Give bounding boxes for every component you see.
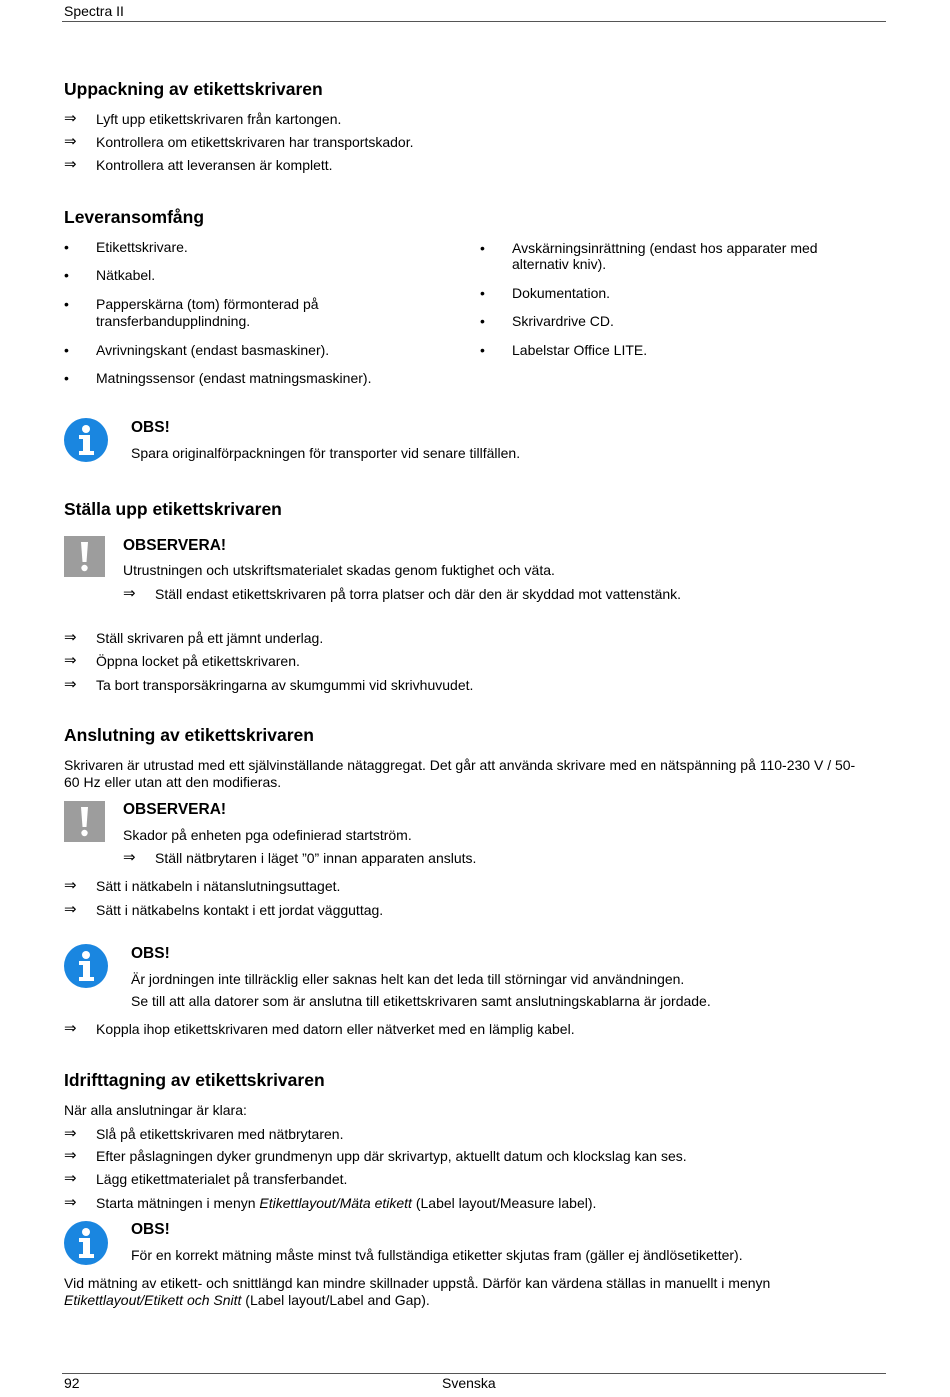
delivery-item-printer: Etikettskrivare.: [96, 239, 188, 255]
delivery-item-cable: Nätkabel.: [96, 267, 156, 283]
setup-step-1: Ställ skrivaren på ett jämnt underlag.: [96, 630, 324, 646]
note-text-line2: Se till att alla datorer som är anslutna till etikettskrivaren samt anslutningskablarna är jordade.: [131, 993, 711, 1009]
heading-setup: Ställa upp etikettskrivaren: [64, 499, 282, 519]
arrow-icon: ⇒: [64, 1170, 77, 1187]
arrow-icon: ⇒: [64, 156, 77, 173]
heading-unpacking: Uppackning av etikettskrivaren: [64, 79, 323, 99]
page-number: 92: [64, 1375, 80, 1391]
commissioning-step-1: Slå på etikettskrivaren med nätbrytaren.: [96, 1126, 344, 1142]
info-icon: [64, 944, 108, 988]
delivery-item-core-line1: Papperskärna (tom) förmonterad på: [96, 296, 319, 312]
unpack-step-1: Lyft upp etikettskrivaren från kartongen.: [96, 111, 342, 127]
note-title: OBS!: [131, 419, 170, 436]
step-4-text-post: (Label layout/Measure label).: [411, 1195, 597, 1211]
heading-commissioning: Idrifttagning av etikettskrivaren: [64, 1070, 325, 1090]
warning-action: Ställ endast etikettskrivaren på torra platser och där den är skyddad mot vattenstänk.: [155, 586, 682, 602]
commissioning-step-4: [96, 1195, 596, 1212]
arrow-icon: ⇒: [64, 1125, 77, 1142]
connection-step-2: Sätt i nätkabelns kontakt i ett jordat vägguttag.: [96, 902, 384, 918]
delivery-item-cutter-line1: Avskärningsinrättning (endast hos apparater med: [512, 240, 818, 256]
arrow-icon: ⇒: [64, 133, 77, 150]
warning-title: OBSERVERA!: [123, 801, 227, 818]
arrow-icon: ⇒: [64, 676, 77, 693]
unpack-step-2: Kontrollera om etikettskrivaren har transportskador.: [96, 134, 414, 150]
footer-divider: [62, 1373, 886, 1374]
bullet-icon: •: [480, 313, 485, 329]
commissioning-intro: När alla anslutningar är klara:: [64, 1102, 247, 1118]
bullet-icon: •: [64, 239, 69, 255]
warning-action: Ställ nätbrytaren i läget ”0” innan apparaten ansluts.: [155, 850, 477, 866]
setup-step-3: Ta bort transporsäkringarna av skumgummi vid skrivhuvudet.: [96, 677, 474, 693]
delivery-item-sensor: Matningssensor (endast matningsmaskiner).: [96, 370, 372, 386]
step-4-text-pre: Starta mätningen i menyn: [96, 1195, 260, 1211]
connection-step-final: Koppla ihop etikettskrivaren med datorn eller nätverket med en lämplig kabel.: [96, 1021, 575, 1037]
note-title: OBS!: [131, 1221, 170, 1238]
connection-step-1: Sätt i nätkabeln i nätanslutningsuttaget.: [96, 878, 341, 894]
arrow-icon: ⇒: [64, 901, 77, 918]
header-divider: [62, 21, 886, 22]
arrow-icon: ⇒: [123, 849, 136, 866]
arrow-icon: ⇒: [123, 585, 136, 602]
bullet-icon: •: [480, 240, 485, 256]
footer-language: Svenska: [442, 1375, 496, 1391]
arrow-icon: ⇒: [64, 877, 77, 894]
bullet-icon: •: [480, 342, 485, 358]
bullet-icon: •: [64, 267, 69, 283]
delivery-item-cutter-line2: alternativ kniv).: [512, 256, 607, 272]
closing-paragraph-line1: Vid mätning av etikett- och snittlängd kan mindre skillnader uppstå. Därför kan värdena ställas in manuellt i menyn: [64, 1275, 771, 1291]
warning-icon: [64, 801, 105, 842]
info-icon: [64, 1221, 108, 1265]
closing-text-post: (Label layout/Label and Gap).: [241, 1292, 430, 1308]
note-text: För en korrekt mätning måste minst två fullständiga etiketter skjutas fram (gäller ej ändlösetiketter).: [131, 1247, 743, 1263]
menu-path-measure-label: Etikettlayout/Mäta etikett: [259, 1195, 412, 1211]
heading-connection: Anslutning av etikettskrivaren: [64, 725, 314, 745]
info-icon: [64, 418, 108, 462]
note-text: Spara originalförpackningen för transporter vid senare tillfällen.: [131, 445, 521, 461]
bullet-icon: •: [64, 370, 69, 386]
closing-paragraph-line2: [64, 1292, 430, 1309]
running-header-title: Spectra II: [64, 3, 124, 19]
delivery-item-documentation: Dokumentation.: [512, 285, 611, 301]
arrow-icon: ⇒: [64, 1020, 77, 1037]
note-text-line1: Är jordningen inte tillräcklig eller saknas helt kan det leda till störningar vid användningen.: [131, 971, 685, 987]
warning-text: Utrustningen och utskriftsmaterialet skadas genom fuktighet och väta.: [123, 562, 555, 578]
setup-step-2: Öppna locket på etikettskrivaren.: [96, 653, 300, 669]
arrow-icon: ⇒: [64, 1194, 77, 1211]
menu-path-label-gap: Etikettlayout/Etikett och Snitt: [64, 1292, 242, 1308]
delivery-item-labelstar: Labelstar Office LITE.: [512, 342, 648, 358]
arrow-icon: ⇒: [64, 1147, 77, 1164]
warning-icon: [64, 536, 105, 577]
delivery-item-driver-cd: Skrivardrive CD.: [512, 313, 614, 329]
delivery-item-core-line2: transferbandupplindning.: [96, 313, 251, 329]
commissioning-step-2: Efter påslagningen dyker grundmenyn upp där skrivartyp, aktuellt datum och klockslag kan ses.: [96, 1148, 687, 1164]
commissioning-step-3: Lägg etikettmaterialet på transferbandet.: [96, 1171, 348, 1187]
unpack-step-3: Kontrollera att leveransen är komplett.: [96, 157, 333, 173]
bullet-icon: •: [64, 342, 69, 358]
bullet-icon: •: [64, 296, 69, 312]
note-title: OBS!: [131, 945, 170, 962]
connection-paragraph-line2: 60 Hz eller utan att den modifieras.: [64, 774, 282, 790]
connection-paragraph-line1: Skrivaren är utrustad med ett självinställande nätaggregat. Det går att använda skrivare med en nätspänning på 110-230 V / 50-: [64, 757, 856, 773]
arrow-icon: ⇒: [64, 652, 77, 669]
arrow-icon: ⇒: [64, 110, 77, 127]
warning-text: Skador på enheten pga odefinierad startström.: [123, 827, 412, 843]
delivery-item-tear-edge: Avrivningskant (endast basmaskiner).: [96, 342, 330, 358]
heading-scope-of-delivery: Leveransomfång: [64, 207, 205, 227]
warning-title: OBSERVERA!: [123, 537, 227, 554]
arrow-icon: ⇒: [64, 629, 77, 646]
bullet-icon: •: [480, 285, 485, 301]
